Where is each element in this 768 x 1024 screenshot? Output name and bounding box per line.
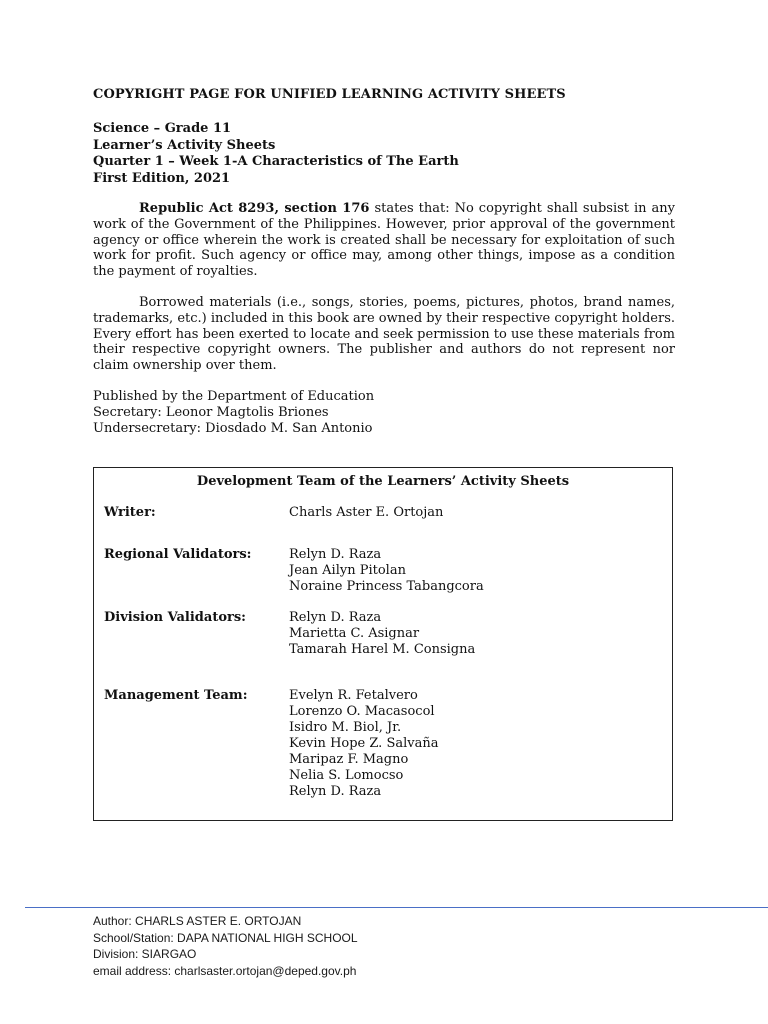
copyright-paragraph [93, 201, 675, 280]
division-validators-role: Division Validators: [104, 610, 246, 625]
footer-division: Division: SIARGAO [93, 947, 197, 961]
publisher-block [93, 389, 374, 437]
secretary-line: Secretary: Leonor Magtolis Briones [93, 405, 329, 420]
team-member: Relyn D. Raza [289, 547, 382, 562]
team-member: Noraine Princess Tabangcora [289, 579, 484, 594]
management-team-role: Management Team: [104, 688, 248, 703]
republic-act-reference: Republic Act 8293, section 176 [139, 201, 370, 216]
borrowed-materials-paragraph: Borrowed materials (i.e., songs, stories, poems, pictures, photos, brand names, trademarks, etc.) included in this book are owned by their respective copyright holders. Every effort has been exerted to locate and seek permission to use these materials from their respective copyright owners. The publisher and authors do not represent nor claim ownership over them. [93, 295, 675, 374]
undersecretary-line: Undersecretary: Diosdado M. San Antonio [93, 421, 373, 436]
meta-quarter: Quarter 1 – Week 1-A Characteristics of The Earth [93, 154, 459, 169]
team-member: Charls Aster E. Ortojan [289, 505, 444, 520]
development-team-box [93, 467, 673, 821]
page-footer [93, 913, 358, 979]
team-member: Tamarah Harel M. Consigna [289, 642, 476, 657]
team-member: Relyn D. Raza [289, 610, 382, 625]
copyright-paragraph-text: states that: No copyright shall subsist in any work of the Government of the Philippines. However, prior approval of the government agency or office wherein the work is created shall be necessary for exploitation of such work for profit. Such agency or office may, among other things, impose as a condition the payment of royalties. [93, 201, 675, 280]
division-validators-names [289, 610, 475, 658]
meta-type: Learner’s Activity Sheets [93, 137, 276, 153]
meta-edition: First Edition, 2021 [93, 170, 231, 186]
management-team-names [289, 688, 438, 800]
regional-validators-names [289, 547, 484, 595]
footer-school: School/Station: DAPA NATIONAL HIGH SCHOOL [93, 930, 358, 945]
team-member: Kevin Hope Z. Salvaña [289, 736, 439, 751]
regional-validators-role: Regional Validators: [104, 547, 252, 562]
team-member: Evelyn R. Fetalvero [289, 688, 418, 703]
footer-email: email address: charlsaster.ortojan@deped.gov.ph [93, 963, 357, 978]
team-member: Relyn D. Raza [289, 784, 382, 799]
footer-author: Author: CHARLS ASTER E. ORTOJAN [93, 914, 302, 928]
writer-names [289, 505, 443, 521]
document-meta [93, 121, 459, 187]
team-member: Nelia S. Lomocso [289, 768, 404, 783]
publisher-line: Published by the Department of Education [93, 389, 375, 404]
page-heading: COPYRIGHT PAGE FOR UNIFIED LEARNING ACTIVITY SHEETS [93, 87, 566, 102]
team-member: Isidro M. Biol, Jr. [289, 720, 402, 735]
footer-divider [25, 907, 768, 908]
team-member: Jean Ailyn Pitolan [289, 563, 406, 578]
meta-subject: Science – Grade 11 [93, 121, 232, 136]
team-member: Lorenzo O. Macasocol [289, 704, 435, 719]
writer-role: Writer: [104, 505, 156, 520]
team-member: Marietta C. Asignar [289, 626, 420, 641]
team-title: Development Team of the Learners’ Activity Sheets [196, 474, 570, 489]
team-member: Maripaz F. Magno [289, 752, 409, 767]
